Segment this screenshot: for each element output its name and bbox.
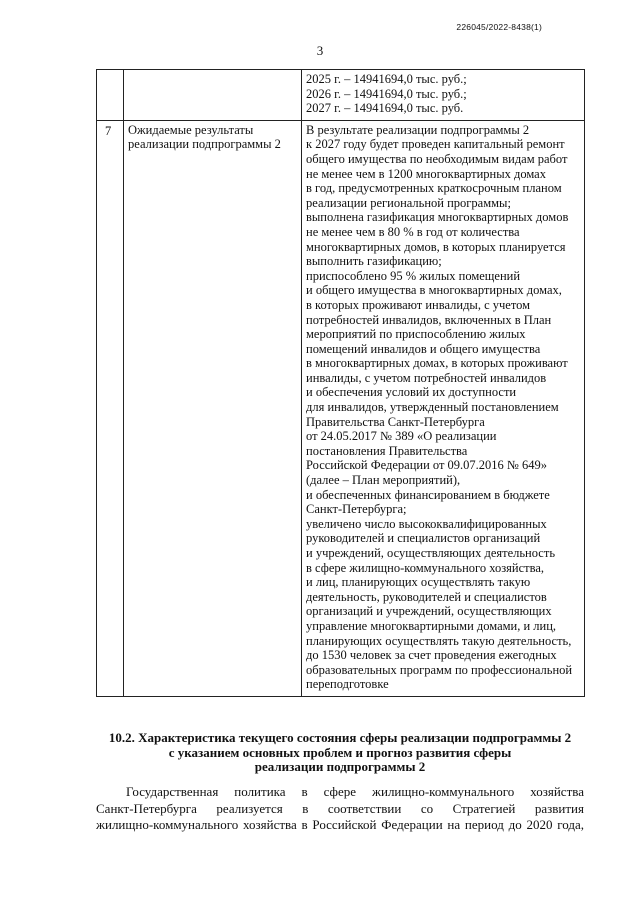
result-line: выполнить газификацию;: [306, 254, 442, 269]
paragraph-line: [96, 784, 584, 801]
row-label-line: реализации подпрограммы 2: [128, 137, 281, 152]
paragraph-word: года,: [557, 817, 584, 832]
result-line: переподготовке: [306, 677, 389, 692]
result-line: и учреждений, осуществляющих деятельность: [306, 546, 556, 560]
cell-row-number: [97, 120, 124, 696]
paragraph-line: [96, 801, 584, 818]
result-line: планирующих осуществлять такую деятельность,: [306, 633, 572, 648]
paragraph-word: Санкт-Петербурга: [96, 800, 197, 816]
paragraph-word: сфере: [323, 784, 357, 799]
result-line: реализации региональной программы;: [306, 195, 511, 210]
result-line: деятельность, руководителей и специалистов: [306, 589, 547, 604]
result-line: Санкт-Петербурга;: [306, 502, 407, 517]
row-number: 7: [105, 123, 112, 138]
result-line: выполнена газификация многоквартирных домов: [306, 210, 569, 225]
heading-line: 10.2. Характеристика текущего состояния сферы реализации подпрограммы 2: [108, 730, 572, 745]
paragraph-word: со: [420, 800, 434, 816]
paragraph-word: соответствии: [327, 800, 402, 816]
paragraph-word: в: [302, 800, 309, 816]
paragraph-word: хозяйства: [530, 784, 584, 799]
result-line: руководителей и специалистов организаций: [306, 531, 541, 546]
paragraph-word: хозяйства: [243, 817, 297, 832]
body-paragraph: [96, 784, 584, 834]
paragraph-word: период: [464, 817, 504, 832]
cell-expected-results: [302, 120, 585, 696]
paragraph-line: [96, 817, 584, 834]
result-line: управление многоквартирными домами, и лиц,: [306, 618, 557, 633]
cell-number-empty: [97, 70, 124, 121]
page-number: 3: [316, 43, 324, 58]
paragraph-word: в: [301, 817, 308, 832]
heading-line: реализации подпрограммы 2: [254, 759, 426, 775]
subprogram-table: [96, 69, 585, 697]
table-row-funding: [97, 70, 585, 121]
result-line: не менее чем в 80 % в год от количества: [306, 224, 520, 239]
result-line: приспособлено 95 % жилых помещений: [306, 268, 521, 283]
result-line: от 24.05.2017 № 389 «О реализации: [306, 429, 497, 444]
result-line: (далее – План мероприятий),: [306, 473, 461, 488]
cell-label-empty: [124, 70, 302, 121]
table-row-results: [97, 120, 585, 696]
result-line: инвалиды, с учетом потребностей инвалидов: [306, 370, 547, 385]
result-line: постановления Правительства: [306, 443, 468, 458]
result-line: к 2027 году будет проведен капитальный ремонт: [306, 137, 565, 152]
result-line: В результате реализации подпрограммы 2: [306, 122, 530, 137]
result-line: и обеспеченных финансированием в бюджете: [306, 487, 550, 502]
result-line: и лиц, планирующих осуществлять такую: [306, 575, 531, 590]
result-line: мероприятий по приспособлению жилых: [306, 327, 526, 342]
funding-line: 2027 г. – 14941694,0 тыс. руб.: [306, 101, 464, 116]
paragraph-word: жилищно-коммунального: [96, 817, 239, 832]
result-line: и обеспечения условий их доступности: [306, 385, 517, 400]
result-line: увеличено число высококвалифицированных: [306, 516, 547, 531]
result-line: многоквартирных домов, в которых планируется: [306, 239, 566, 254]
result-line: для инвалидов, утвержденный постановлением: [306, 400, 559, 415]
result-line: общего имущества по необходимым видам работ: [306, 151, 568, 166]
result-line: до 1530 человек за счет проведения ежегодных: [306, 648, 557, 663]
paragraph-word: Стратегией: [452, 800, 516, 816]
funding-line: 2026 г. – 14941694,0 тыс. руб.;: [306, 86, 467, 101]
result-line: и общего имущества в многоквартирных домах,: [306, 283, 562, 298]
paragraph-word: до: [508, 817, 522, 832]
funding-line: 2025 г. – 14941694,0 тыс. руб.;: [306, 72, 467, 86]
result-line: помещений инвалидов и общего имущества: [306, 341, 541, 356]
result-line: не менее чем в 1200 многоквартирных домах: [306, 166, 546, 181]
paragraph-word: Государственная: [126, 784, 219, 799]
paragraph-word: реализуется: [216, 800, 283, 816]
result-line: Правительства Санкт-Петербурга: [306, 414, 485, 429]
paragraph-word: 2020: [526, 817, 553, 832]
paragraph-word: развития: [534, 800, 584, 816]
paragraph-word: Федерации: [381, 817, 443, 832]
result-line: Российской Федерации от 09.07.2016 № 649»: [306, 458, 547, 473]
result-line: в многоквартирных домах, в которых проживают: [306, 356, 568, 371]
section-heading: [96, 731, 584, 775]
cell-funding-values: [302, 70, 585, 121]
cell-row-label: [124, 120, 302, 696]
result-line: организаций и учреждений, осуществляющих: [306, 604, 552, 619]
paragraph-word: политика: [234, 784, 286, 799]
paragraph-word: в: [301, 784, 308, 799]
document-id: 226045/2022-8438(1): [456, 22, 542, 32]
row-label-line: Ожидаемые результаты: [128, 122, 254, 137]
paragraph-word: жилищно-коммунального: [372, 784, 515, 799]
result-line: в год, предусмотренных краткосрочным планом: [306, 181, 562, 196]
paragraph-word: Российской: [312, 817, 377, 832]
result-line: в которых проживают инвалиды, с учетом: [306, 297, 531, 312]
result-line: образовательных программ по профессиональной: [306, 662, 573, 677]
result-line: в сфере жилищно-коммунального хозяйства,: [306, 560, 545, 575]
result-line: потребностей инвалидов, включенных в План: [306, 312, 552, 327]
heading-line: с указанием основных проблем и прогноз развития сферы: [168, 744, 512, 760]
paragraph-word: на: [447, 817, 461, 832]
